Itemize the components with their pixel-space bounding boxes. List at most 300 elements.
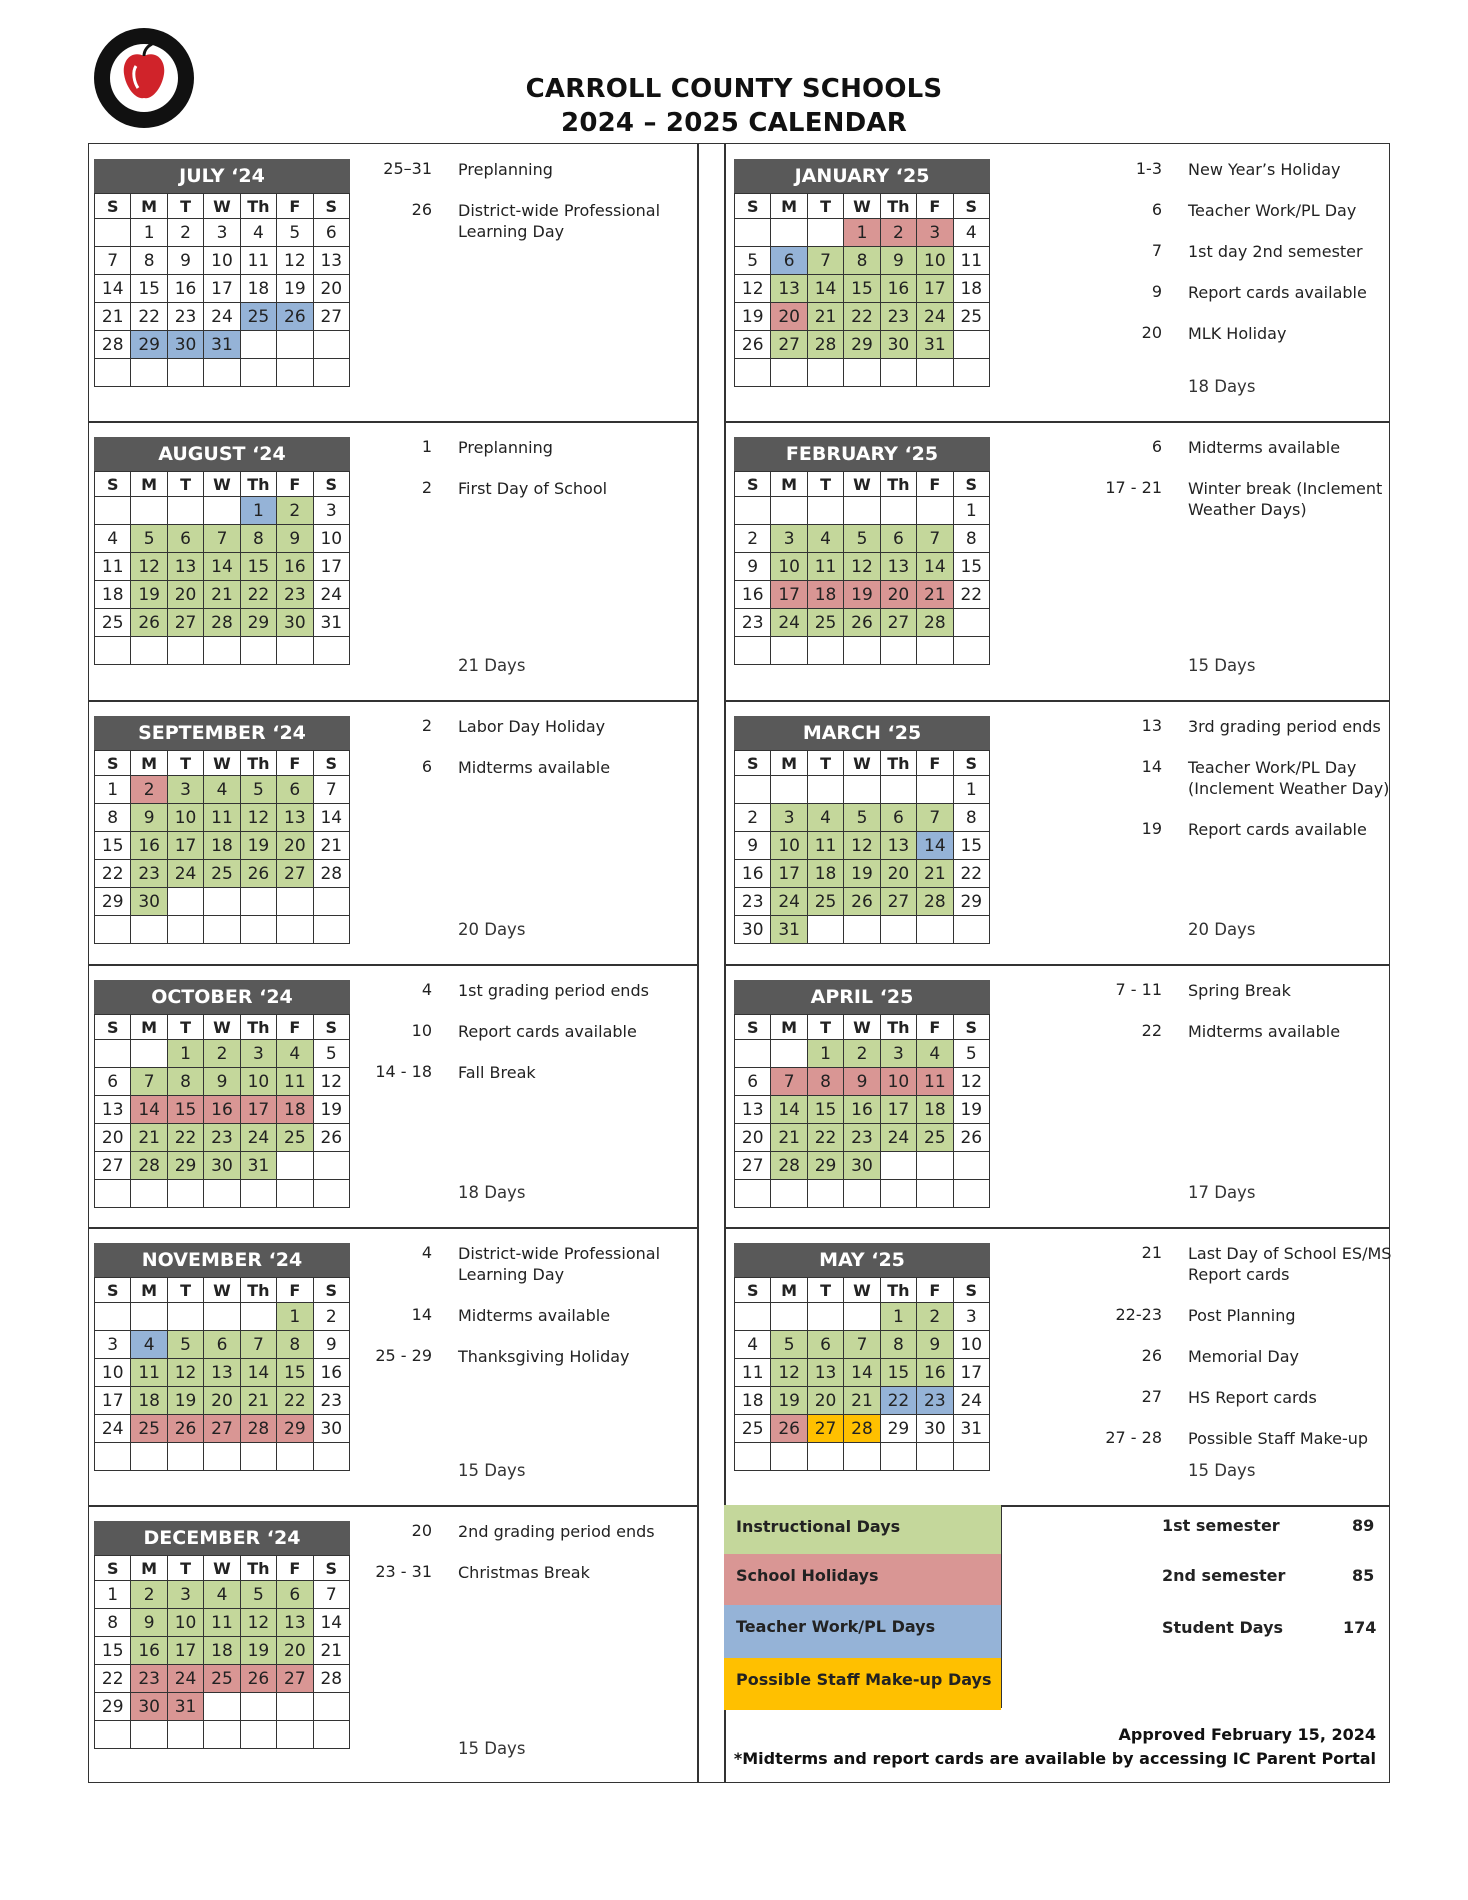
day-cell: 22	[95, 1665, 131, 1693]
day-cell	[953, 1180, 989, 1208]
day-cell	[917, 916, 953, 944]
day-cell: 24	[880, 1124, 916, 1152]
day-cell: 17	[953, 1359, 989, 1387]
day-cell	[95, 916, 131, 944]
day-cell: 24	[771, 888, 807, 916]
event-text: 2nd grading period ends	[458, 1522, 655, 1541]
event-date: 21	[1141, 1243, 1162, 1262]
day-cell: 22	[953, 860, 989, 888]
day-cell	[277, 1180, 313, 1208]
days-count: 15 Days	[1188, 1461, 1256, 1480]
event-date: 20	[411, 1521, 432, 1540]
day-cell: 14	[313, 1609, 349, 1637]
day-cell: 1	[277, 1303, 313, 1331]
event-date: 14	[1141, 757, 1162, 776]
days-count: 18 Days	[458, 1183, 526, 1202]
event-text: 1st grading period ends	[458, 981, 649, 1000]
weekday-label: Th	[880, 472, 916, 497]
day-cell: 4	[917, 1040, 953, 1068]
weekday-label: W	[844, 1015, 880, 1040]
day-cell: 10	[917, 247, 953, 275]
day-cell: 3	[917, 219, 953, 247]
day-cell: 27	[880, 609, 916, 637]
day-cell	[204, 497, 240, 525]
day-cell: 6	[807, 1331, 843, 1359]
section-divider	[88, 1505, 697, 1507]
month-calendar	[734, 980, 990, 1208]
day-cell: 23	[131, 860, 167, 888]
day-cell: 21	[844, 1387, 880, 1415]
day-cell	[313, 1693, 349, 1721]
day-cell	[735, 1303, 771, 1331]
day-cell: 15	[95, 832, 131, 860]
day-cell: 11	[277, 1068, 313, 1096]
day-cell: 17	[880, 1096, 916, 1124]
weekday-label: W	[204, 1015, 240, 1040]
day-cell: 9	[844, 1068, 880, 1096]
day-cell	[880, 497, 916, 525]
month-calendar	[734, 716, 990, 944]
day-cell: 29	[95, 888, 131, 916]
day-cell: 5	[953, 1040, 989, 1068]
event-date: 2	[421, 478, 432, 497]
weekday-label: F	[917, 1278, 953, 1303]
day-cell	[204, 359, 240, 387]
weekday-label: Th	[240, 1556, 276, 1581]
day-cell	[880, 1443, 916, 1471]
event-text: Report cards available	[1188, 283, 1367, 302]
day-cell: 13	[771, 275, 807, 303]
day-cell: 10	[771, 553, 807, 581]
weekday-label: S	[735, 194, 771, 219]
day-cell	[880, 776, 916, 804]
day-cell: 30	[167, 331, 203, 359]
day-cell: 23	[204, 1124, 240, 1152]
day-cell: 7	[917, 525, 953, 553]
day-cell: 12	[953, 1068, 989, 1096]
weekday-label: S	[735, 1015, 771, 1040]
weekday-label: S	[95, 1278, 131, 1303]
day-cell: 25	[240, 303, 276, 331]
month-title: MAY ‘25	[734, 1243, 990, 1277]
day-cell: 13	[313, 247, 349, 275]
day-cell	[807, 1443, 843, 1471]
weekday-label: M	[131, 1556, 167, 1581]
legend	[724, 1505, 1001, 1710]
event-date: 7	[1151, 241, 1162, 260]
section-divider	[88, 1227, 697, 1229]
day-cell: 15	[277, 1359, 313, 1387]
event-date: 26	[1141, 1346, 1162, 1365]
day-cell	[131, 1443, 167, 1471]
day-cell	[277, 916, 313, 944]
day-cell: 1	[807, 1040, 843, 1068]
day-cell	[204, 637, 240, 665]
weekday-label: S	[95, 751, 131, 776]
event-date: 9	[1151, 282, 1162, 301]
page-title: CARROLL COUNTY SCHOOLS	[525, 74, 943, 104]
day-cell: 12	[131, 553, 167, 581]
day-cell: 23	[917, 1387, 953, 1415]
day-cell: 14	[95, 275, 131, 303]
day-cell: 11	[204, 804, 240, 832]
month-calendar	[734, 159, 990, 387]
day-cell	[167, 1443, 203, 1471]
day-cell: 29	[880, 1415, 916, 1443]
day-cell	[953, 1443, 989, 1471]
event-date: 1-3	[1135, 159, 1162, 178]
day-cell	[95, 1303, 131, 1331]
sem2-value: 85	[1352, 1566, 1375, 1585]
day-cell: 5	[240, 1581, 276, 1609]
day-cell: 24	[167, 1665, 203, 1693]
day-cell: 16	[167, 275, 203, 303]
weekday-label: S	[735, 472, 771, 497]
day-cell: 3	[95, 1331, 131, 1359]
day-cell: 18	[807, 860, 843, 888]
day-cell: 28	[313, 860, 349, 888]
day-cell: 1	[167, 1040, 203, 1068]
day-cell	[880, 1152, 916, 1180]
day-cell	[735, 1443, 771, 1471]
day-cell	[771, 1040, 807, 1068]
event-text: Thanksgiving Holiday	[458, 1347, 630, 1366]
day-cell	[313, 637, 349, 665]
day-cell: 10	[204, 247, 240, 275]
event-text: Last Day of School ES/MS Report cards	[1188, 1244, 1392, 1284]
weekday-label: T	[167, 751, 203, 776]
day-cell: 21	[313, 832, 349, 860]
day-cell: 4	[204, 776, 240, 804]
day-cell: 30	[917, 1415, 953, 1443]
event-text: Teacher Work/PL Day (Inclement Weather Day)	[1188, 758, 1390, 798]
day-cell: 7	[240, 1331, 276, 1359]
weekday-label: S	[95, 472, 131, 497]
day-cell	[240, 1180, 276, 1208]
day-cell	[204, 1180, 240, 1208]
day-cell	[807, 359, 843, 387]
day-cell	[735, 219, 771, 247]
day-cell: 8	[880, 1331, 916, 1359]
weekday-label: W	[844, 1278, 880, 1303]
event-text: Memorial Day	[1188, 1347, 1299, 1366]
day-cell: 18	[277, 1096, 313, 1124]
day-cell	[771, 1180, 807, 1208]
month-title: DECEMBER ‘24	[94, 1521, 350, 1555]
day-cell: 7	[917, 804, 953, 832]
day-cell: 26	[240, 860, 276, 888]
day-cell: 12	[844, 553, 880, 581]
day-cell: 21	[240, 1387, 276, 1415]
day-cell: 18	[95, 581, 131, 609]
month-calendar	[94, 1521, 350, 1749]
day-cell: 22	[844, 303, 880, 331]
day-cell: 22	[953, 581, 989, 609]
day-cell: 5	[167, 1331, 203, 1359]
event-date: 10	[411, 1021, 432, 1040]
weekday-label: S	[953, 194, 989, 219]
weekday-label: Th	[880, 1278, 916, 1303]
day-cell: 7	[771, 1068, 807, 1096]
day-cell: 2	[313, 1303, 349, 1331]
day-cell: 8	[131, 247, 167, 275]
day-cell	[844, 916, 880, 944]
weekday-label: Th	[240, 1278, 276, 1303]
day-cell	[167, 916, 203, 944]
month-title: MARCH ‘25	[734, 716, 990, 750]
day-cell: 18	[204, 1637, 240, 1665]
legend-makeup: Possible Staff Make-up Days	[724, 1658, 1001, 1710]
day-cell	[880, 1180, 916, 1208]
day-cell: 8	[240, 525, 276, 553]
day-cell	[771, 497, 807, 525]
event-date: 19	[1141, 819, 1162, 838]
event-date: 6	[1151, 437, 1162, 456]
day-cell	[313, 1152, 349, 1180]
day-cell: 15	[167, 1096, 203, 1124]
weekday-label: S	[953, 472, 989, 497]
weekday-label: F	[917, 472, 953, 497]
event-date: 7 - 11	[1115, 980, 1162, 999]
weekday-label: T	[807, 472, 843, 497]
weekday-label: M	[131, 194, 167, 219]
day-cell: 14	[771, 1096, 807, 1124]
month-calendar	[94, 716, 350, 944]
day-cell: 12	[277, 247, 313, 275]
day-cell: 25	[95, 609, 131, 637]
event-text: New Year’s Holiday	[1188, 160, 1341, 179]
weekday-label: F	[277, 1556, 313, 1581]
days-count: 17 Days	[1188, 1183, 1256, 1202]
weekday-label: T	[167, 194, 203, 219]
day-cell	[735, 497, 771, 525]
day-cell: 6	[771, 247, 807, 275]
day-cell: 20	[880, 581, 916, 609]
day-cell: 19	[240, 1637, 276, 1665]
day-cell	[240, 331, 276, 359]
weekday-label: Th	[240, 194, 276, 219]
day-cell	[95, 637, 131, 665]
day-cell: 11	[807, 553, 843, 581]
day-cell: 6	[95, 1068, 131, 1096]
event-text: Midterms available	[458, 1306, 611, 1325]
day-cell: 22	[95, 860, 131, 888]
day-cell: 31	[313, 609, 349, 637]
day-cell	[277, 1721, 313, 1749]
section-divider	[724, 700, 1390, 702]
event-text: Preplanning	[458, 438, 553, 457]
weekday-label: W	[204, 472, 240, 497]
month-calendar	[94, 1243, 350, 1471]
day-cell: 4	[131, 1331, 167, 1359]
day-cell	[953, 916, 989, 944]
day-cell: 4	[807, 804, 843, 832]
day-cell	[204, 1303, 240, 1331]
day-cell	[735, 776, 771, 804]
day-cell: 7	[95, 247, 131, 275]
day-cell: 10	[313, 525, 349, 553]
day-cell: 10	[953, 1331, 989, 1359]
day-cell: 29	[131, 331, 167, 359]
weekday-label: Th	[240, 1015, 276, 1040]
sem1-label: 1st semester	[1162, 1516, 1280, 1535]
day-cell: 8	[807, 1068, 843, 1096]
day-cell: 19	[844, 581, 880, 609]
section-divider	[88, 421, 697, 423]
day-cell	[844, 1180, 880, 1208]
day-cell	[917, 637, 953, 665]
day-cell: 13	[807, 1359, 843, 1387]
weekday-label: Th	[240, 472, 276, 497]
day-cell: 17	[167, 1637, 203, 1665]
day-cell: 24	[917, 303, 953, 331]
day-cell	[167, 637, 203, 665]
sem1-value: 89	[1352, 1516, 1375, 1535]
day-cell	[204, 1443, 240, 1471]
weekday-label: F	[917, 751, 953, 776]
day-cell: 5	[735, 247, 771, 275]
day-cell	[313, 331, 349, 359]
day-cell: 21	[917, 581, 953, 609]
sem2-label: 2nd semester	[1162, 1566, 1286, 1585]
day-cell: 3	[313, 497, 349, 525]
event-date: 27	[1141, 1387, 1162, 1406]
day-cell: 7	[204, 525, 240, 553]
day-cell: 1	[240, 497, 276, 525]
event-text: Fall Break	[458, 1063, 536, 1082]
day-cell: 22	[277, 1387, 313, 1415]
day-cell	[953, 637, 989, 665]
weekday-label: F	[277, 472, 313, 497]
day-cell	[771, 1443, 807, 1471]
day-cell	[240, 359, 276, 387]
day-cell: 1	[95, 1581, 131, 1609]
day-cell: 22	[807, 1124, 843, 1152]
day-cell: 13	[167, 553, 203, 581]
weekday-label: Th	[880, 751, 916, 776]
day-cell: 13	[880, 553, 916, 581]
day-cell	[771, 219, 807, 247]
day-cell: 1	[953, 776, 989, 804]
day-cell: 18	[131, 1387, 167, 1415]
day-cell	[131, 1040, 167, 1068]
day-cell	[131, 497, 167, 525]
day-cell: 19	[313, 1096, 349, 1124]
day-cell: 30	[131, 888, 167, 916]
month-grid	[734, 750, 990, 944]
weekday-label: W	[204, 194, 240, 219]
day-cell: 3	[167, 1581, 203, 1609]
day-cell: 7	[313, 776, 349, 804]
weekday-label: S	[95, 1015, 131, 1040]
day-cell: 19	[771, 1387, 807, 1415]
day-cell: 5	[771, 1331, 807, 1359]
event-text: 1st day 2nd semester	[1188, 242, 1363, 261]
day-cell	[917, 497, 953, 525]
day-cell: 12	[313, 1068, 349, 1096]
month-title: FEBRUARY ‘25	[734, 437, 990, 471]
day-cell: 28	[131, 1152, 167, 1180]
event-text: MLK Holiday	[1188, 324, 1287, 343]
days-count: 21 Days	[458, 656, 526, 675]
day-cell: 20	[277, 1637, 313, 1665]
days-count: 15 Days	[458, 1461, 526, 1480]
day-cell: 24	[240, 1124, 276, 1152]
day-cell: 28	[917, 888, 953, 916]
month-title: JULY ‘24	[94, 159, 350, 193]
day-cell: 17	[204, 275, 240, 303]
day-cell: 15	[95, 1637, 131, 1665]
day-cell	[313, 916, 349, 944]
weekday-label: S	[95, 194, 131, 219]
event-text: Preplanning	[458, 160, 553, 179]
event-text: Christmas Break	[458, 1563, 590, 1582]
day-cell	[131, 637, 167, 665]
day-cell: 16	[277, 553, 313, 581]
day-cell: 23	[735, 888, 771, 916]
day-cell: 23	[313, 1387, 349, 1415]
day-cell: 25	[807, 609, 843, 637]
day-cell	[953, 609, 989, 637]
month-grid	[94, 471, 350, 665]
day-cell	[240, 637, 276, 665]
day-cell: 28	[771, 1152, 807, 1180]
day-cell: 14	[131, 1096, 167, 1124]
day-cell: 2	[167, 219, 203, 247]
event-date: 22	[1141, 1021, 1162, 1040]
day-cell: 13	[880, 832, 916, 860]
day-cell: 1	[131, 219, 167, 247]
weekday-label: S	[313, 1556, 349, 1581]
weekday-label: T	[807, 1278, 843, 1303]
day-cell: 19	[277, 275, 313, 303]
day-cell: 16	[131, 1637, 167, 1665]
event-text: Midterms available	[1188, 438, 1341, 457]
day-cell	[95, 359, 131, 387]
day-cell: 24	[167, 860, 203, 888]
day-cell: 2	[131, 1581, 167, 1609]
day-cell	[240, 916, 276, 944]
day-cell: 8	[953, 525, 989, 553]
day-cell	[95, 1180, 131, 1208]
day-cell: 7	[807, 247, 843, 275]
days-count: 15 Days	[458, 1739, 526, 1758]
weekday-label: M	[771, 751, 807, 776]
day-cell: 15	[953, 553, 989, 581]
event-date: 14	[411, 1305, 432, 1324]
event-date: 6	[421, 757, 432, 776]
weekday-label: M	[131, 472, 167, 497]
day-cell: 18	[807, 581, 843, 609]
day-cell	[771, 637, 807, 665]
day-cell: 25	[807, 888, 843, 916]
weekday-label: M	[771, 1015, 807, 1040]
day-cell: 6	[313, 219, 349, 247]
weekday-label: W	[844, 194, 880, 219]
weekday-label: F	[917, 194, 953, 219]
day-cell	[807, 1303, 843, 1331]
day-cell	[807, 1180, 843, 1208]
day-cell: 7	[131, 1068, 167, 1096]
day-cell	[95, 497, 131, 525]
day-cell: 27	[880, 888, 916, 916]
day-cell: 10	[167, 804, 203, 832]
day-cell	[204, 888, 240, 916]
day-cell: 13	[735, 1096, 771, 1124]
event-text: Midterms available	[1188, 1022, 1341, 1041]
section-divider	[724, 1227, 1390, 1229]
day-cell	[917, 1152, 953, 1180]
